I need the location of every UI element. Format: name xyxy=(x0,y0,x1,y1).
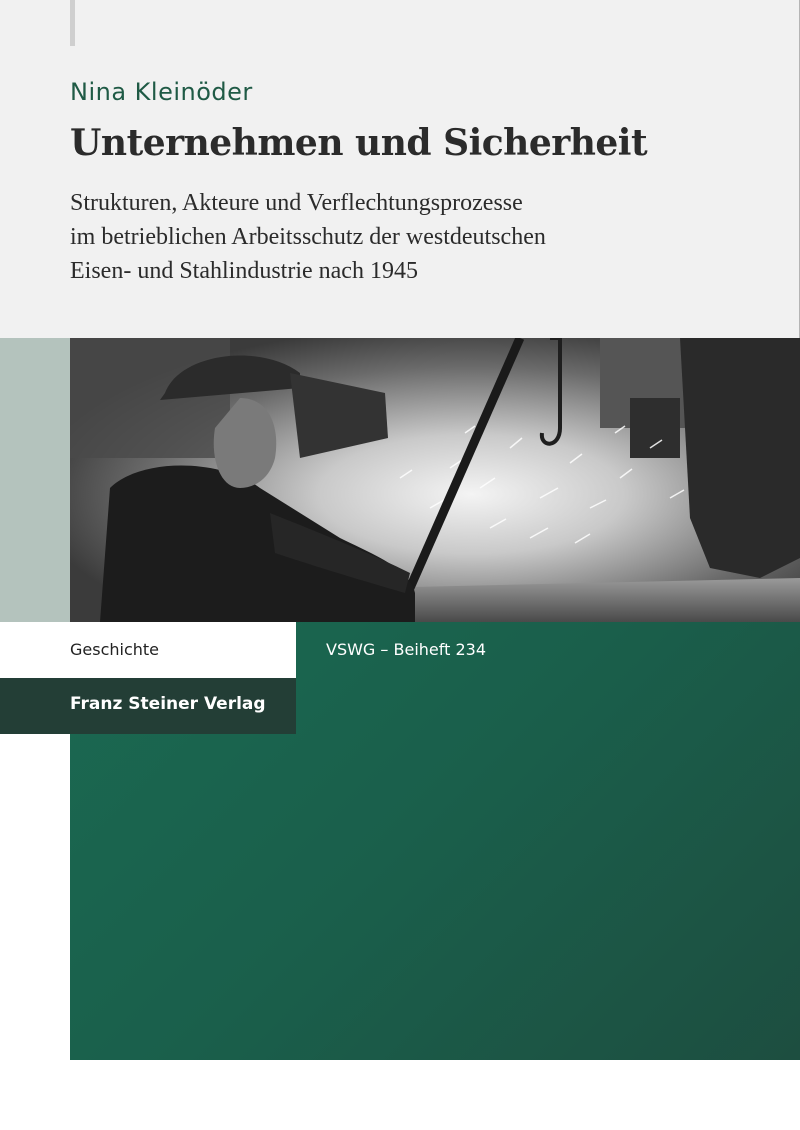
spine-mark xyxy=(70,0,75,46)
steelworker-photo-image xyxy=(70,338,800,622)
subtitle-line-2: im betrieblichen Arbeitsschutz der westdeutschen xyxy=(70,224,546,250)
bottom-white-margin xyxy=(0,1060,800,1130)
subtitle-line-1: Strukturen, Akteure und Verflechtungsprozesse xyxy=(70,190,523,216)
subtitle-line-3: Eisen- und Stahlindustrie nach 1945 xyxy=(70,258,418,284)
category-label: Geschichte xyxy=(70,640,160,659)
left-grey-strip xyxy=(0,338,70,622)
left-white-margin xyxy=(0,734,70,1060)
book-subtitle xyxy=(70,186,546,288)
cover-photo-steelworker xyxy=(70,338,800,622)
publisher-name: Franz Steiner Verlag xyxy=(70,694,266,714)
author-name: Nina Kleinöder xyxy=(70,78,253,106)
series-label: VSWG – Beiheft 234 xyxy=(326,640,486,659)
book-title: Unternehmen und Sicherheit xyxy=(70,122,648,164)
